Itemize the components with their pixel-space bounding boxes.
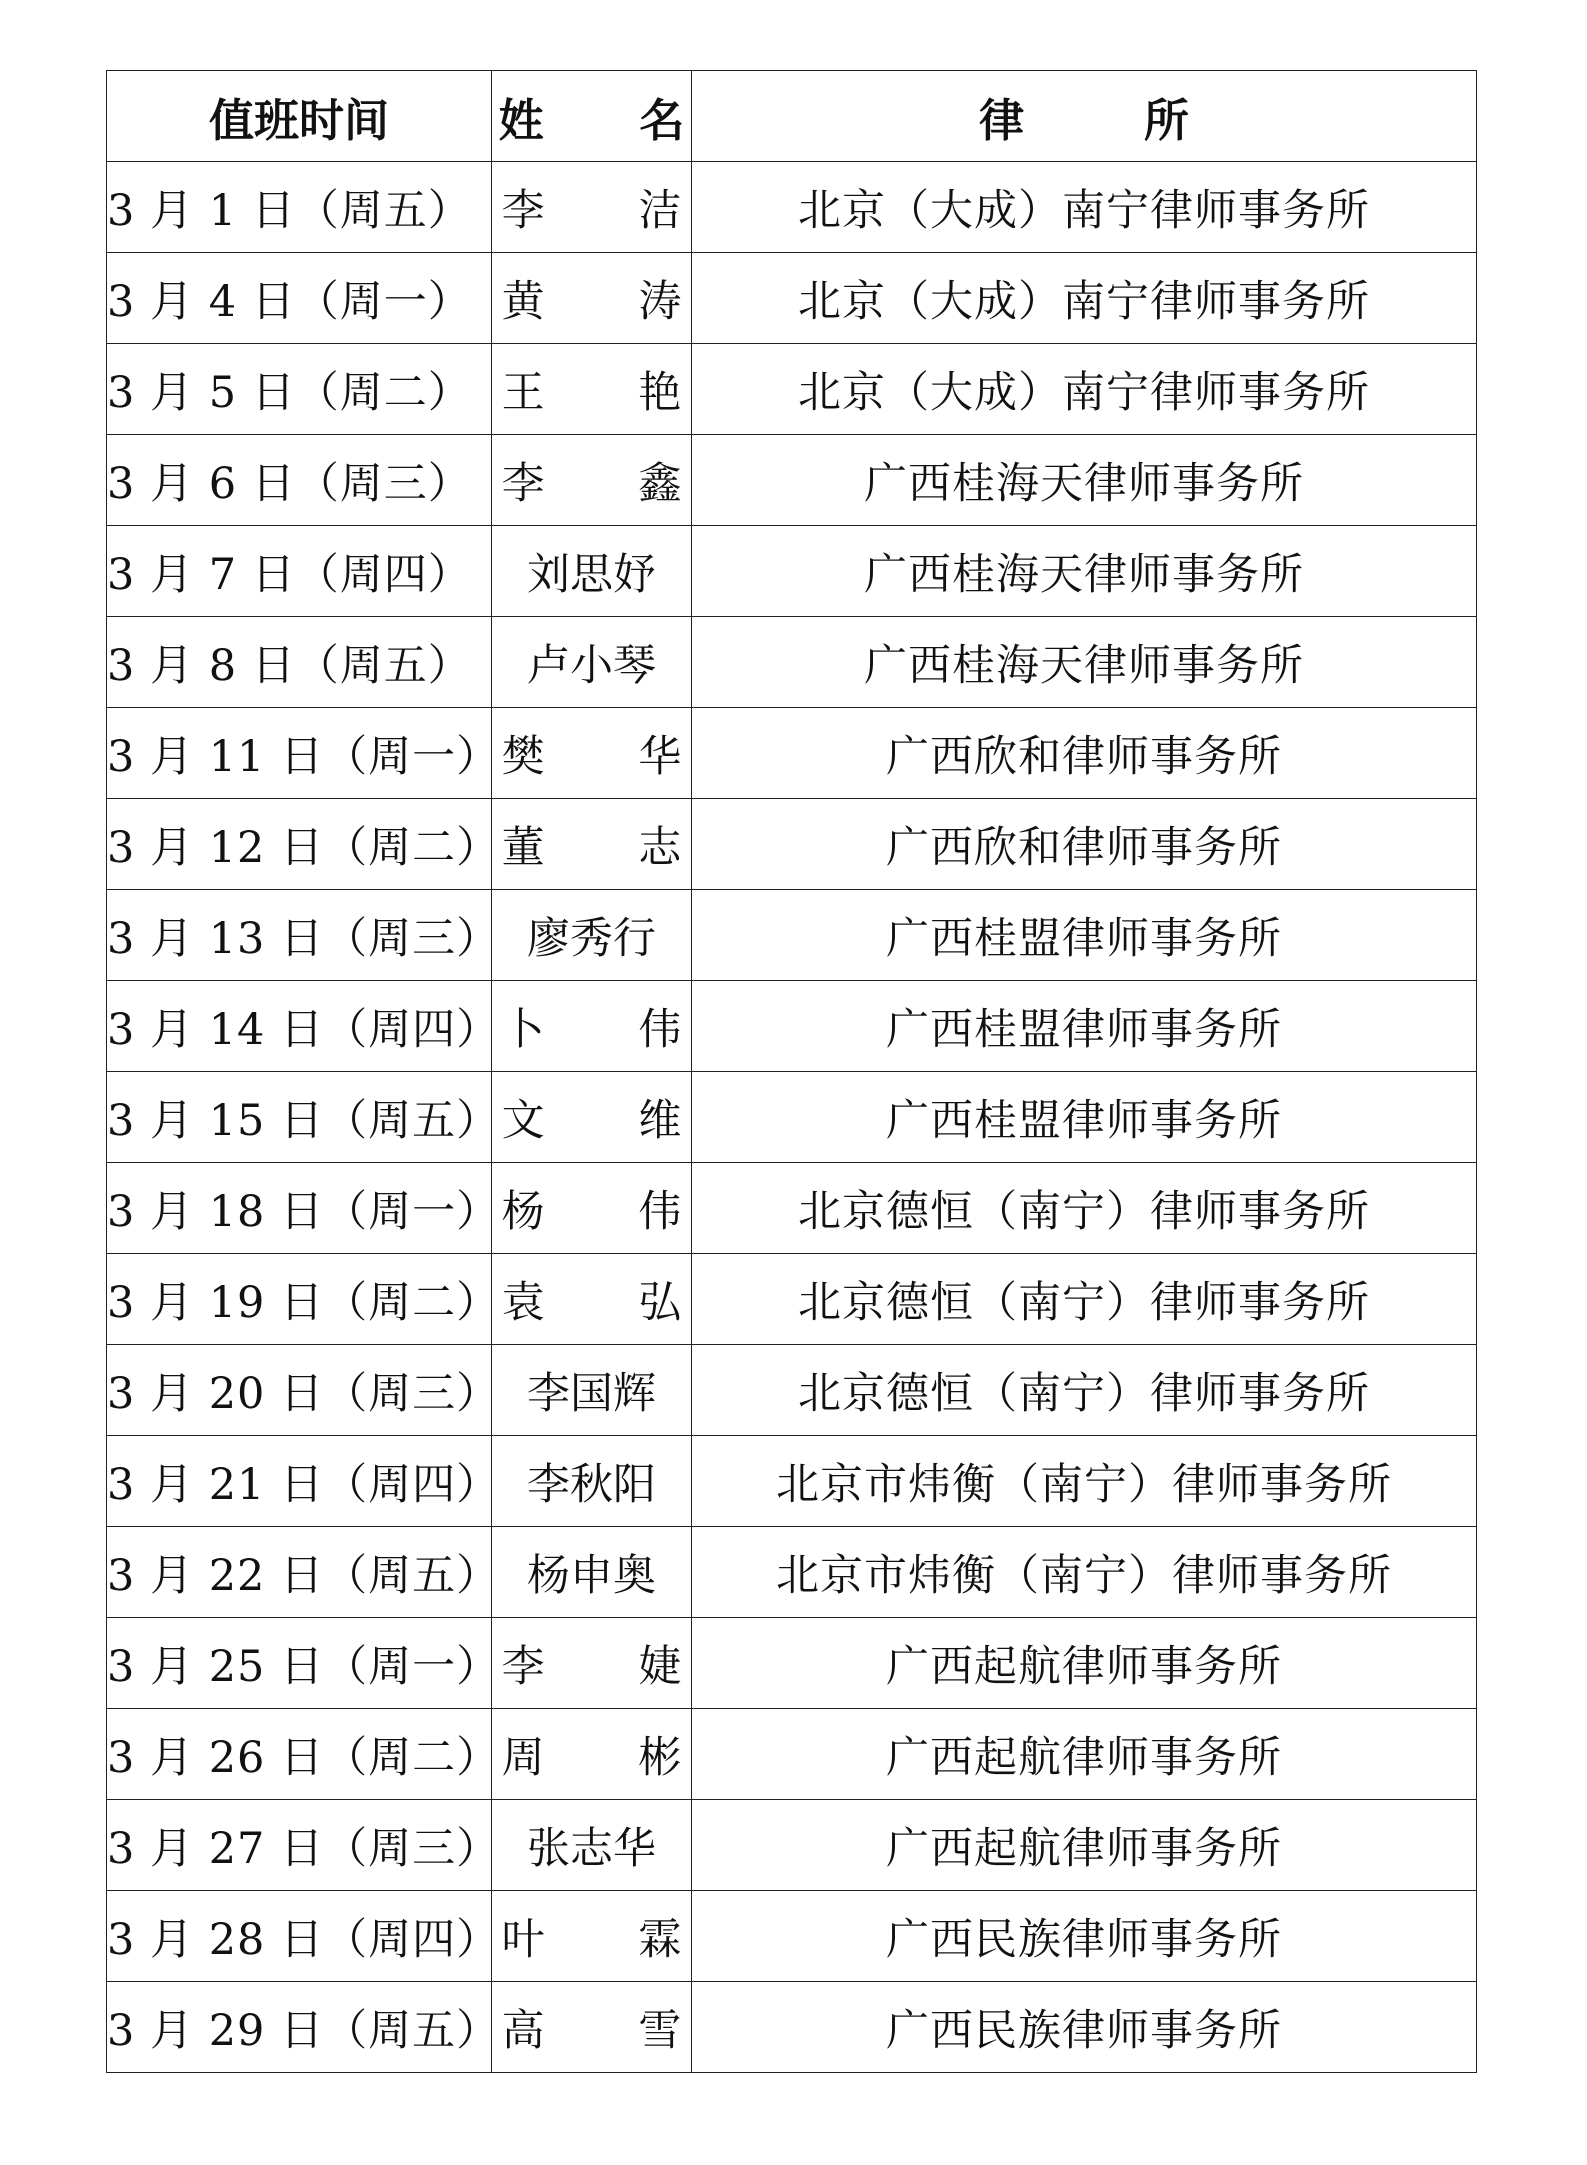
header-row [107,71,1477,162]
lawyer-name-cell [492,1254,722,1345]
lawyer-name-cell [492,1982,722,2073]
duty-date-cell: 3 月 7 日（周四） [107,526,492,617]
lawyer-name-cell [492,526,692,617]
lawyer-name-cell [492,1163,722,1254]
lawyer-name-cell [492,708,722,799]
lawyer-name-cell [492,1072,722,1163]
lawyer-name-cell [492,253,722,344]
law-firm-cell: 广西桂盟律师事务所 [692,981,1477,1072]
law-firm-cell: 广西桂盟律师事务所 [692,1072,1477,1163]
duty-roster-table [106,70,1477,2073]
lawyer-name: 黄 涛 [501,276,722,327]
lawyer-name: 李 鑫 [501,458,722,509]
law-firm-cell: 广西桂海天律师事务所 [692,435,1477,526]
table-row [107,981,1477,1072]
lawyer-name-cell [492,1800,692,1891]
law-firm-cell: 广西民族律师事务所 [692,1982,1477,2073]
lawyer-name: 杨申奥 [527,1550,656,1601]
duty-date-cell: 3 月 14 日（周四） [107,981,492,1072]
roster-body [107,162,1477,2073]
law-firm-cell: 北京市炜衡（南宁）律师事务所 [692,1436,1477,1527]
lawyer-name: 樊 华 [501,731,722,782]
duty-date-cell: 3 月 18 日（周一） [107,1163,492,1254]
lawyer-name: 文 维 [501,1095,722,1146]
law-firm-cell: 广西桂盟律师事务所 [692,890,1477,981]
table-row [107,253,1477,344]
law-firm-cell: 北京德恒（南宁）律师事务所 [692,1254,1477,1345]
law-firm-cell: 北京（大成）南宁律师事务所 [692,344,1477,435]
table-row [107,1436,1477,1527]
lawyer-name-cell [492,1618,722,1709]
lawyer-name: 卢小琴 [527,640,656,691]
table-row [107,435,1477,526]
lawyer-name: 王 艳 [501,367,722,418]
law-firm-cell: 广西起航律师事务所 [692,1800,1477,1891]
lawyer-name-cell [492,1527,692,1618]
table-row [107,1982,1477,2073]
duty-date-cell: 3 月 20 日（周三） [107,1345,492,1436]
law-firm-cell: 广西欣和律师事务所 [692,708,1477,799]
header-name [492,71,725,162]
law-firm-cell: 北京（大成）南宁律师事务所 [692,253,1477,344]
duty-date-cell: 3 月 27 日（周三） [107,1800,492,1891]
duty-date-cell: 3 月 19 日（周二） [107,1254,492,1345]
table-row [107,1163,1477,1254]
lawyer-name-cell [492,435,722,526]
table-row [107,1618,1477,1709]
law-firm-cell: 北京（大成）南宁律师事务所 [692,162,1477,253]
lawyer-name-cell [492,344,722,435]
header-duty-time: 值班时间 [107,71,492,162]
lawyer-name: 李秋阳 [527,1459,656,1510]
lawyer-name-cell [492,799,722,890]
table-row [107,1709,1477,1800]
table-row [107,1254,1477,1345]
lawyer-name: 高 雪 [501,2005,722,2056]
lawyer-name-cell [492,981,722,1072]
duty-date-cell: 3 月 29 日（周五） [107,1982,492,2073]
lawyer-name: 李 婕 [501,1641,722,1692]
duty-date-cell: 3 月 1 日（周五） [107,162,492,253]
table-row [107,1072,1477,1163]
lawyer-name: 董 志 [501,822,722,873]
lawyer-name: 袁 弘 [501,1277,722,1328]
law-firm-cell: 广西民族律师事务所 [692,1891,1477,1982]
header-firm-label: 律 所 [979,93,1241,147]
table-row [107,1345,1477,1436]
law-firm-cell: 广西起航律师事务所 [692,1618,1477,1709]
lawyer-name-cell [492,617,692,708]
header-law-firm [692,71,1477,162]
table-row [107,1800,1477,1891]
table-row [107,708,1477,799]
lawyer-name: 李 洁 [501,185,722,236]
duty-date-cell: 3 月 21 日（周四） [107,1436,492,1527]
law-firm-cell: 北京德恒（南宁）律师事务所 [692,1163,1477,1254]
lawyer-name-cell [492,1345,692,1436]
table-row [107,890,1477,981]
duty-date-cell: 3 月 22 日（周五） [107,1527,492,1618]
lawyer-name-cell [492,1709,722,1800]
header-name-label: 姓 名 [498,93,725,147]
table-row [107,344,1477,435]
law-firm-cell: 广西起航律师事务所 [692,1709,1477,1800]
duty-date-cell: 3 月 13 日（周三） [107,890,492,981]
duty-date-cell: 3 月 11 日（周一） [107,708,492,799]
duty-roster-sheet [106,70,1476,2073]
duty-date-cell: 3 月 28 日（周四） [107,1891,492,1982]
law-firm-cell: 广西桂海天律师事务所 [692,617,1477,708]
lawyer-name: 叶 霖 [501,1914,722,1965]
duty-date-cell: 3 月 5 日（周二） [107,344,492,435]
law-firm-cell: 广西欣和律师事务所 [692,799,1477,890]
table-row [107,617,1477,708]
table-row [107,162,1477,253]
table-row [107,1891,1477,1982]
duty-date-cell: 3 月 25 日（周一） [107,1618,492,1709]
duty-date-cell: 3 月 26 日（周二） [107,1709,492,1800]
lawyer-name: 周 彬 [501,1732,722,1783]
law-firm-cell: 广西桂海天律师事务所 [692,526,1477,617]
duty-date-cell: 3 月 12 日（周二） [107,799,492,890]
lawyer-name: 刘思妤 [527,549,656,600]
lawyer-name-cell [492,1891,722,1982]
duty-date-cell: 3 月 6 日（周三） [107,435,492,526]
table-row [107,799,1477,890]
lawyer-name: 张志华 [527,1823,656,1874]
lawyer-name: 杨 伟 [501,1186,722,1237]
duty-date-cell: 3 月 15 日（周五） [107,1072,492,1163]
duty-date-cell: 3 月 4 日（周一） [107,253,492,344]
duty-date-cell: 3 月 8 日（周五） [107,617,492,708]
lawyer-name: 李国辉 [527,1368,656,1419]
table-row [107,1527,1477,1618]
law-firm-cell: 北京德恒（南宁）律师事务所 [692,1345,1477,1436]
table-row [107,526,1477,617]
lawyer-name: 卜 伟 [501,1004,722,1055]
law-firm-cell: 北京市炜衡（南宁）律师事务所 [692,1527,1477,1618]
lawyer-name-cell [492,1436,692,1527]
lawyer-name-cell [492,162,722,253]
lawyer-name-cell [492,890,692,981]
lawyer-name: 廖秀行 [527,913,656,964]
